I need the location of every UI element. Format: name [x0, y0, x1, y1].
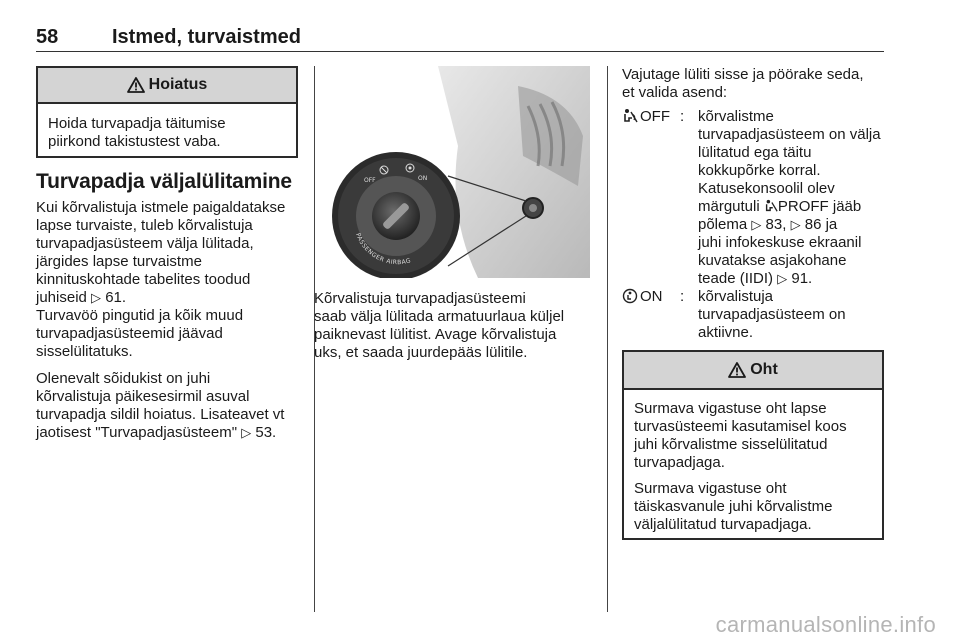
page-number: 58 — [36, 26, 59, 48]
text-line: kõrvalistme — [698, 108, 774, 125]
text-line: turvapadjasüsteemid jäävad — [36, 325, 223, 342]
page-ref[interactable]: 91. — [791, 270, 813, 287]
text-line: turvapadjasüsteem on välja — [698, 126, 881, 143]
position-off-label: OFF — [640, 108, 670, 125]
text-line: Katusekonsoolil olev — [698, 180, 835, 197]
warning-box — [36, 66, 298, 158]
text-line: turvapadjaga. — [634, 454, 725, 471]
text-line: kuvatakse asjakohane — [698, 252, 847, 269]
danger-paragraph-1 — [634, 400, 872, 472]
text-line: kõrvalistuja päikesesirmil asuval — [36, 388, 250, 405]
arrow-ref-icon: ▷ — [777, 271, 788, 286]
text-run: teade (IIDI) — [698, 270, 778, 287]
text-line: uks, et saada juurdepääs lülitile. — [314, 344, 528, 361]
watermark: carmanualsonline.info — [715, 612, 936, 637]
warning-line: Hoida turvapadja täitumise — [48, 115, 226, 132]
text-line: juhi infokeskuse ekraanil — [698, 234, 862, 251]
text-line: Kõrvalistuja turvapadjasüsteemi — [314, 290, 526, 307]
position-on-row — [622, 288, 890, 342]
switch-on-label: ON — [418, 175, 428, 182]
text-line: Kui kõrvalistuja istmele paigaldatakse — [36, 199, 286, 216]
text-run: märgutuli — [698, 198, 764, 215]
arrow-ref-icon: ▷ — [91, 290, 102, 305]
text-line: juhi kõrvalistme sisselülitatud — [634, 436, 828, 453]
text-line: sisselülitatuks. — [36, 343, 133, 360]
body-paragraph-2 — [36, 307, 306, 361]
danger-box-title: Oht — [750, 361, 778, 378]
text-line — [698, 270, 890, 288]
text-line: turvapadja sildil hoiatus. Lisateavet vt — [36, 406, 285, 423]
position-off-term — [622, 108, 680, 288]
page-ref[interactable]: 53. — [255, 424, 277, 441]
position-on-description — [698, 288, 890, 342]
text-line: kokkupõrke korral. — [698, 162, 821, 179]
warning-box-header — [38, 68, 296, 104]
text-line: turvapadjasüsteem välja lülitada, — [36, 235, 254, 252]
page-ref[interactable]: 86 ja — [804, 216, 838, 233]
text-run: juhiseid — [36, 289, 92, 306]
text-line: Olenevalt sõidukist on juhi — [36, 370, 211, 387]
arrow-ref-icon: ▷ — [241, 425, 252, 440]
page-title: Istmed, turvaistmed — [112, 26, 301, 48]
switch-position-list — [622, 108, 890, 342]
text-run: põlema — [698, 216, 752, 233]
figure-caption — [314, 290, 607, 362]
text-line: Turvavöö pingutid ja kõik muud — [36, 307, 244, 324]
text-line — [36, 424, 311, 442]
position-on-label: ON — [640, 288, 663, 305]
text-line: turvasüsteemi kasutamisel koos — [634, 418, 847, 435]
page-ref[interactable]: 83, — [765, 216, 787, 233]
airbag-on-icon — [622, 288, 638, 309]
text-line: täiskasvanule juhi kõrvalistme — [634, 498, 833, 515]
warning-box-body — [38, 104, 296, 159]
switch-ring-label: PASSENGER AIRBAG — [354, 232, 412, 267]
text-line — [36, 289, 306, 307]
body-paragraph-1 — [36, 199, 306, 307]
text-line: aktiivne. — [698, 324, 754, 341]
text-run: jaotisest "Turvapadjasüsteem" — [36, 424, 242, 441]
warning-box-title: Hoiatus — [148, 76, 208, 93]
column-divider-2 — [607, 66, 608, 612]
text-line — [698, 216, 890, 234]
text-line: Vajutage lüliti sisse ja pöörake seda, — [622, 66, 864, 83]
right-intro — [622, 66, 892, 102]
text-line: saab välja lülitada armatuurlaua küljel — [314, 308, 565, 325]
text-line: et valida asend: — [622, 84, 728, 101]
danger-box-header — [624, 352, 882, 390]
arrow-ref-icon: ▷ — [790, 217, 801, 232]
body-paragraph-3 — [36, 370, 311, 442]
warning-triangle-icon — [728, 362, 746, 378]
text-run: PROFF jääb — [777, 198, 862, 215]
danger-box — [622, 350, 884, 540]
text-line: lapse turvaiste, tuleb kõrvalistuja — [36, 217, 253, 234]
text-line: järgides lapse turvaistme — [36, 253, 202, 270]
airbag-off-icon — [622, 108, 638, 129]
text-line: kinnituskohtade tabelites toodud — [36, 271, 251, 288]
page-ref[interactable]: 61. — [105, 289, 127, 306]
warning-line: piirkond takistustest vaba. — [48, 133, 221, 150]
page-header — [36, 26, 884, 52]
arrow-ref-icon: ▷ — [751, 217, 762, 232]
text-line: kõrvalistuja — [698, 288, 774, 305]
colon: : — [680, 108, 685, 125]
section-title: Turvapadja väljalülitamine — [36, 170, 292, 193]
text-line: Surmava vigastuse oht lapse — [634, 400, 827, 417]
airbag-switch-figure — [328, 66, 590, 278]
colon: : — [680, 288, 685, 305]
text-line — [698, 198, 890, 216]
position-on-term — [622, 288, 680, 342]
position-off-description — [698, 108, 890, 288]
text-line: paiknevast lülitist. Avage kõrvalistuja — [314, 326, 557, 343]
danger-paragraph-2 — [634, 480, 872, 534]
text-line: turvapadjasüsteem on — [698, 306, 846, 323]
text-line: lülitatud ega täitu — [698, 144, 812, 161]
text-line: Surmava vigastuse oht — [634, 480, 787, 497]
airbag-off-icon — [764, 198, 778, 215]
switch-off-label: OFF — [364, 177, 376, 184]
position-off-row — [622, 108, 890, 288]
warning-triangle-icon — [127, 77, 145, 93]
danger-box-body — [624, 390, 882, 542]
text-line: väljalülitatud turvapadjaga. — [634, 516, 812, 533]
